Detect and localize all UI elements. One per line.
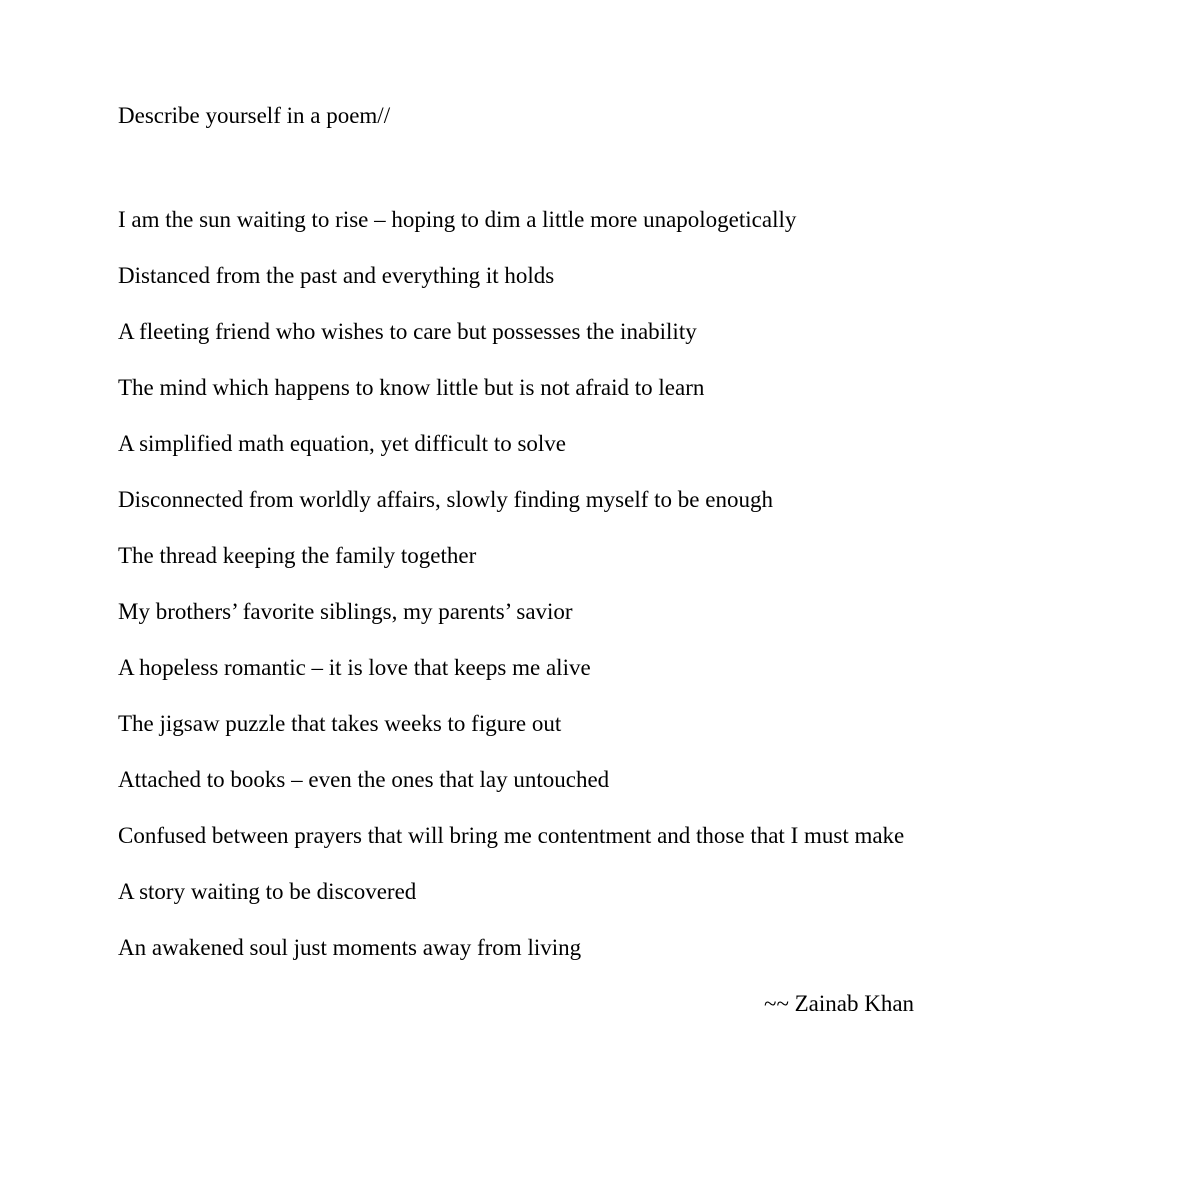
poem-line: The mind which happens to know little but is not afraid to learn — [118, 375, 705, 400]
poem-line: Disconnected from worldly affairs, slowly finding myself to be enough — [118, 487, 773, 512]
poem-line: The thread keeping the family together — [118, 543, 477, 568]
poem-line: A simplified math equation, yet difficult to solve — [118, 431, 567, 456]
poem-line: My brothers’ favorite siblings, my parents’ savior — [118, 599, 573, 624]
poem-line: Attached to books – even the ones that lay untouched — [118, 767, 610, 792]
poem-line: Distanced from the past and everything it holds — [118, 263, 555, 288]
poem-line: I am the sun waiting to rise – hoping to dim a little more unapologetically — [118, 207, 797, 232]
poem-line: An awakened soul just moments away from living — [118, 935, 582, 960]
poem-line: A story waiting to be discovered — [118, 879, 417, 904]
poem-line: A hopeless romantic – it is love that keeps me alive — [118, 655, 591, 680]
poem-line: Confused between prayers that will bring me contentment and those that I must make — [118, 823, 905, 848]
poem-line: The jigsaw puzzle that takes weeks to figure out — [118, 711, 562, 736]
poem-body — [118, 206, 904, 990]
author-signature: ~~ Zainab Khan — [764, 991, 915, 1016]
poem-line: A fleeting friend who wishes to care but possesses the inability — [118, 319, 697, 344]
document-heading: Describe yourself in a poem// — [118, 103, 391, 128]
